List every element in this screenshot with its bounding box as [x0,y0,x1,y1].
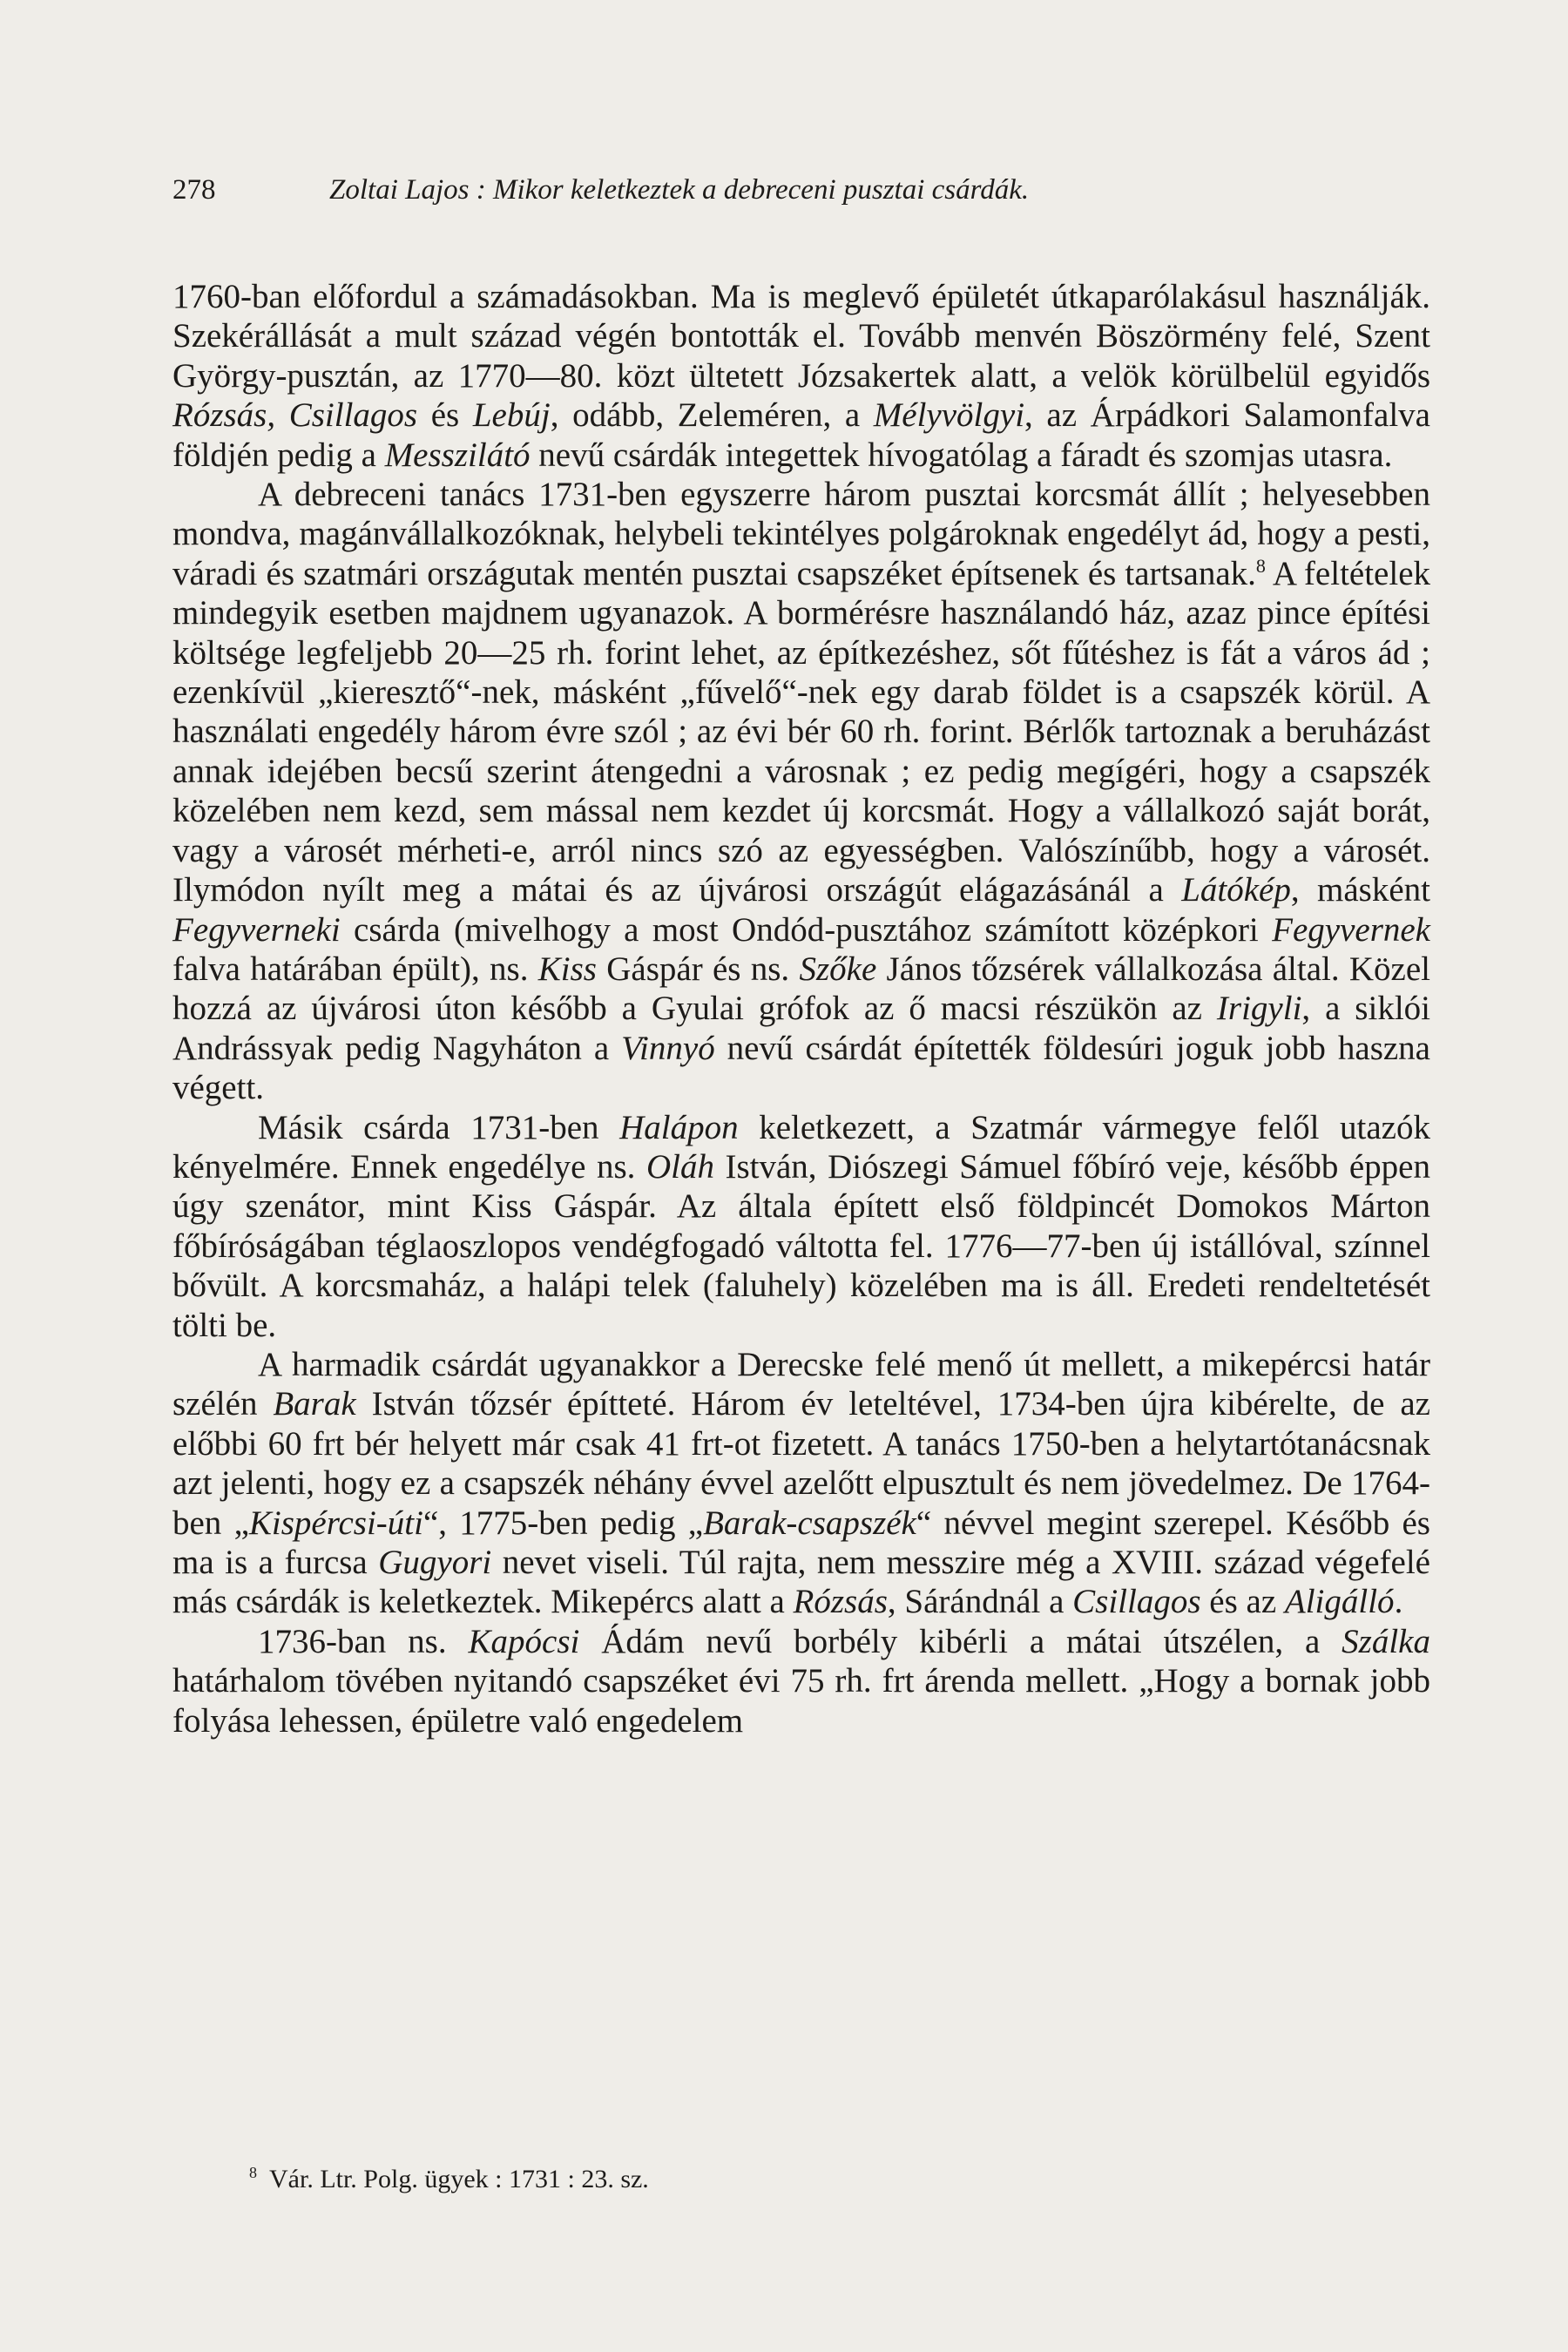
text-run: és [417,396,473,435]
italic-name: Látókép [1181,871,1291,909]
italic-name: Rózsás [793,1583,888,1621]
italic-name: Barak-csapszék [703,1504,916,1542]
text-run: keletkezett, a Szatmár vármegye felől utazók kényelmére. Ennek engedélye ns. [172,1108,1430,1186]
text-run: A debreceni tanács 1731-ben egyszerre három pusztai korcsmát állít ; helyesebben mondva, magánvállalkozóknak, helybeli tekintélyes polgároknak engedélyt ád, hogy a pesti, váradi és szatmári országutak mentén pusztai csapszéket építsenek és tartsanak. [172,476,1430,592]
paragraph [172,277,1430,475]
italic-name: Barak [273,1385,356,1423]
italic-name: Halápon [619,1108,739,1146]
italic-name: Szálka [1342,1622,1430,1660]
italic-name: Messzilátó [384,436,531,474]
text-run: 1736-ban ns. [258,1622,469,1660]
text-run: , Sárándnál a [887,1583,1073,1621]
text-run: nevű csárdák integettek hívogatólag a fáradt és szomjas utasra. [530,436,1393,474]
italic-name: Szőke [799,950,877,988]
italic-name: Kispércsi-úti [248,1504,423,1542]
paragraph [172,1622,1430,1740]
italic-name: Kiss [537,950,597,988]
body-text [172,277,1430,1740]
text-run: Ádám nevű borbély kibérli a mátai útszélen, a [579,1622,1342,1660]
text-run: , odább, Zeleméren, a [550,396,874,435]
italic-name: Rózsás, Csillagos [172,396,418,435]
footnote-text: Vár. Ltr. Polg. ügyek : 1731 : 23. sz. [269,2165,649,2193]
text-run: , a siklói Andrássyak pedig Nagyháton a [172,990,1430,1067]
italic-name: Csillagos [1072,1583,1201,1621]
paragraph [172,1345,1430,1622]
text-run: falva határában épült), ns. [172,950,538,988]
italic-name: Kapócsi [468,1622,580,1660]
text-run: , másként [1290,871,1431,909]
text-run: határhalom tövében nyitandó csapszéket évi 75 rh. frt árenda mellett. „Hogy a bornak jobb folyása lehessen, épületre való engedelem [172,1662,1430,1740]
text-run: István, Diószegi Sámuel főbíró veje, később éppen úgy szenátor, mint Kiss Gáspár. Az általa épített első földpincét Domokos Márton főbíróságában téglaoszlopos vendégfogadó váltotta fel. 1776—77-ben új istállóval, színnel bővült. A korcsmaház, a halápi telek (faluhely) közelében ma is áll. Eredeti rendeltetését tölti be. [172,1147,1430,1344]
running-title: Zoltai Lajos : Mikor keletkeztek a debreceni pusztai csárdák. [329,174,1030,206]
text-run: A harmadik csárdát ugyanakkor a Derecske felé menő út mellett, a mikepércsi határ szélén [172,1345,1430,1423]
paragraph [172,475,1430,1108]
text-run: A feltételek mindegyik esetben majdnem ugyanazok. A bormérésre használandó ház, azaz pince építési költsége legfeljebb 20—25 rh. forint lehet, az építkezéshez, sőt fűtéshez is fát a város ád ; ezenkívül „kieresztő“-nek, másként „fűvelő“-nek egy darab földet is a csapszék körül. A használati engedély három évre szól ; az évi bér 60 rh. forint. Bérlők tartoznak a beruházást annak idejében becsű szerint átengedni a városnak ; ez pedig megígéri, hogy a csapszék közelében nem kezd, sem mással nem kezdet új korcsmát. Hogy a vállalkozó saját borát, vagy a városét mérheti-e, arról nincs szó az egyességben. Valószínűbb, hogy a városét. Ilymódon nyílt meg a mátai és az újvárosi országút elágazásánál a [172,554,1430,909]
footnote [249,2162,1382,2197]
italic-name: Fegyverneki [172,910,341,949]
footnote-mark: 8 [249,2164,257,2181]
text-run: . [1394,1583,1403,1621]
text-run: Gáspár és ns. [596,950,800,988]
text-run: és az [1200,1583,1285,1621]
text-run: Másik csárda 1731-ben [258,1108,620,1146]
footnote-ref: 8 [1255,554,1266,577]
running-header [172,164,1427,216]
italic-name: Oláh [645,1147,714,1186]
text-run: csárda (mivelhogy a most Ondód-pusztához számított középkori [340,910,1273,949]
text-run: János tőzsérek vállalkozása által. Közel hozzá az újvárosi úton később a Gyulai grófok az ő macsi részükön az [172,950,1431,1028]
text-run: nevű csárdát építették földesúri joguk jobb haszna végett. [172,1029,1430,1107]
italic-name: Irigyli [1216,990,1302,1028]
text-run: 1760-ban előfordul a számadásokban. Ma is meglevő épületét útkaparólakásul használják. Szekérállását a mult század végén bontották el. Tovább menvén Böszörmény felé, Szent György-pusztán, az 1770—80. közt ültetett Józsakertek alatt, a velök körülbelül egyidős [172,278,1430,395]
text-run: nevet viseli. Túl rajta, nem messzire még a XVIII. század végefelé más csárdák is keletkeztek. Mikepércs alatt a [172,1544,1430,1621]
text-run: “, 1775-ben pedig „ [422,1504,704,1542]
paragraph [172,1108,1430,1345]
italic-name: Lebúj [472,396,551,435]
italic-name: Aligálló [1284,1583,1395,1621]
text-run: István tőzsér építteté. Három év leteltével, 1734-ben újra kibérelte, de az előbbi 60 frt bér helyett már csak 41 frt-ot fizetett. A tanács 1750-ben a helytartótanácsnak azt jelenti, hogy ez a csapszék néhány évvel azelőtt elpusztult és nem jövedelmez. De 1764-ben „ [172,1385,1430,1542]
page-number: 278 [172,174,216,206]
italic-name: Fegyvernek [1272,910,1430,949]
italic-name: Gugyori [378,1544,492,1581]
italic-name: Vinnyó [621,1029,715,1067]
text-run: , az Árpádkori Salamonfalva földjén pedig a [172,396,1430,474]
text-run: “ névvel megint szerepel. Később és ma is a furcsa [172,1504,1430,1581]
italic-name: Mélyvölgyi [873,396,1025,435]
